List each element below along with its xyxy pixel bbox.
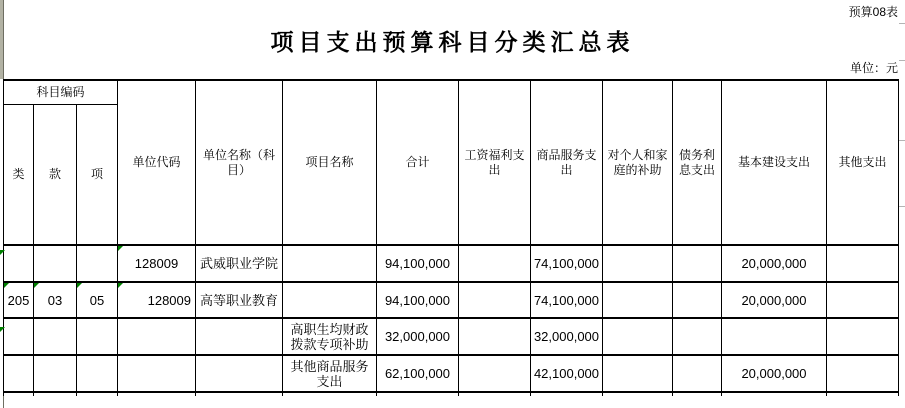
header-subject-code-group[interactable]: 科目编码 xyxy=(4,80,118,104)
cell-class[interactable] xyxy=(4,245,34,282)
cell-individual-family-subsidy[interactable] xyxy=(603,245,673,282)
cell-individual-family-subsidy[interactable] xyxy=(603,355,673,392)
cell-salary-welfare[interactable] xyxy=(459,355,531,392)
cell-class[interactable] xyxy=(4,282,34,318)
cell-debt-interest[interactable] xyxy=(673,355,722,392)
header-unit-code[interactable]: 单位代码 xyxy=(118,80,196,245)
cell-other[interactable] xyxy=(827,355,899,392)
cell-section[interactable] xyxy=(34,318,77,355)
cell-capital-construction[interactable]: 20,000,000 xyxy=(722,355,827,392)
cell-empty[interactable] xyxy=(4,392,34,396)
cell-empty[interactable] xyxy=(722,392,827,396)
cell-item[interactable] xyxy=(77,282,118,318)
cell-total[interactable]: 94,100,000 xyxy=(377,282,459,318)
header-section[interactable]: 款 xyxy=(34,104,77,245)
cell-empty[interactable] xyxy=(77,392,118,396)
cell-debt-interest[interactable] xyxy=(673,245,722,282)
cell-class[interactable] xyxy=(4,355,34,392)
cell-section[interactable] xyxy=(34,245,77,282)
error-indicator-icon xyxy=(4,283,9,288)
cell-project-name[interactable] xyxy=(283,282,377,318)
gridline-stub xyxy=(899,140,905,141)
cell-item[interactable] xyxy=(77,318,118,355)
header-class[interactable]: 类 xyxy=(4,104,34,245)
header-goods-services[interactable]: 商品服务支出 xyxy=(531,80,603,245)
cell-goods-services[interactable]: 42,100,000 xyxy=(531,355,603,392)
cell-individual-family-subsidy[interactable] xyxy=(603,318,673,355)
cell-empty[interactable] xyxy=(377,392,459,396)
cell-empty[interactable] xyxy=(459,392,531,396)
cell-value: 03 xyxy=(47,292,63,308)
cell-empty[interactable] xyxy=(34,392,77,396)
cell-salary-welfare[interactable] xyxy=(459,318,531,355)
cell-unit-code[interactable] xyxy=(118,318,196,355)
cut-off-row xyxy=(4,392,899,396)
cell-unit-name[interactable]: 高等职业教育 xyxy=(196,282,283,318)
table-row xyxy=(4,318,899,355)
header-total[interactable]: 合计 xyxy=(377,80,459,245)
cell-value: 128009 xyxy=(134,256,179,271)
error-indicator-icon xyxy=(118,283,123,288)
cell-debt-interest[interactable] xyxy=(673,318,722,355)
cell-empty[interactable] xyxy=(603,392,673,396)
cell-empty[interactable] xyxy=(531,392,603,396)
cell-unit-name[interactable] xyxy=(196,318,283,355)
cell-unit-code[interactable] xyxy=(118,245,196,282)
header-item[interactable]: 项 xyxy=(77,104,118,245)
cell-unit-code[interactable] xyxy=(118,282,196,318)
cell-total[interactable]: 62,100,000 xyxy=(377,355,459,392)
cell-empty[interactable] xyxy=(283,392,377,396)
cell-other[interactable] xyxy=(827,245,899,282)
cell-empty[interactable] xyxy=(673,392,722,396)
cell-item[interactable] xyxy=(77,245,118,282)
table-row xyxy=(4,355,899,392)
cell-empty[interactable] xyxy=(827,392,899,396)
cell-empty[interactable] xyxy=(118,392,196,396)
cell-empty[interactable] xyxy=(196,392,283,396)
cell-project-name[interactable]: 高职生均财政拨款专项补助 xyxy=(283,318,377,355)
cell-debt-interest[interactable] xyxy=(673,282,722,318)
header-debt-interest[interactable]: 债务利息支出 xyxy=(673,80,722,245)
cell-individual-family-subsidy[interactable] xyxy=(603,282,673,318)
header-other[interactable]: 其他支出 xyxy=(827,80,899,245)
cell-goods-services[interactable]: 74,100,000 xyxy=(531,245,603,282)
gridline-stub xyxy=(899,206,905,207)
cell-goods-services[interactable]: 32,000,000 xyxy=(531,318,603,355)
header-unit-name[interactable]: 单位名称（科目） xyxy=(196,80,283,245)
error-indicator-icon xyxy=(34,283,39,288)
gridline-stub xyxy=(899,23,905,24)
cell-capital-construction[interactable]: 20,000,000 xyxy=(722,282,827,318)
cell-salary-welfare[interactable] xyxy=(459,282,531,318)
table-row xyxy=(4,245,899,282)
cell-capital-construction[interactable] xyxy=(722,318,827,355)
header-capital-construction[interactable]: 基本建设支出 xyxy=(722,80,827,245)
cell-goods-services[interactable]: 74,100,000 xyxy=(531,282,603,318)
header-project-name[interactable]: 项目名称 xyxy=(283,80,377,245)
error-indicator-icon xyxy=(0,250,5,255)
cell-class[interactable] xyxy=(4,318,34,355)
cell-section[interactable] xyxy=(34,282,77,318)
cell-value: 205 xyxy=(7,292,30,308)
cell-item[interactable] xyxy=(77,355,118,392)
budget-summary-table xyxy=(3,79,899,396)
cell-value: 128009 xyxy=(147,292,191,308)
cell-other[interactable] xyxy=(827,318,899,355)
cell-value: 05 xyxy=(89,292,105,308)
cell-salary-welfare[interactable] xyxy=(459,245,531,282)
form-number-label: 预算08表 xyxy=(848,5,898,19)
cell-other[interactable] xyxy=(827,282,899,318)
cell-unit-name[interactable] xyxy=(196,355,283,392)
cell-capital-construction[interactable]: 20,000,000 xyxy=(722,245,827,282)
cell-unit-code[interactable] xyxy=(118,355,196,392)
error-indicator-icon xyxy=(0,327,5,332)
page-title: 项目支出预算科目分类汇总表 xyxy=(270,30,635,55)
header-row-group xyxy=(4,80,899,104)
table-row xyxy=(4,282,899,318)
cell-project-name[interactable] xyxy=(283,245,377,282)
cell-total[interactable]: 32,000,000 xyxy=(377,318,459,355)
error-indicator-icon xyxy=(118,246,123,251)
unit-label: 单位：元 xyxy=(849,61,898,75)
header-salary-welfare[interactable]: 工资福利支出 xyxy=(459,80,531,245)
error-indicator-icon xyxy=(77,283,82,288)
cell-total[interactable]: 94,100,000 xyxy=(377,245,459,282)
cell-section[interactable] xyxy=(34,355,77,392)
cell-unit-name[interactable]: 武威职业学院 xyxy=(196,245,283,282)
header-individual-family-subsidy[interactable]: 对个人和家庭的补助 xyxy=(603,80,673,245)
cell-project-name[interactable]: 其他商品服务支出 xyxy=(283,355,377,392)
gridline-stub xyxy=(899,60,905,61)
